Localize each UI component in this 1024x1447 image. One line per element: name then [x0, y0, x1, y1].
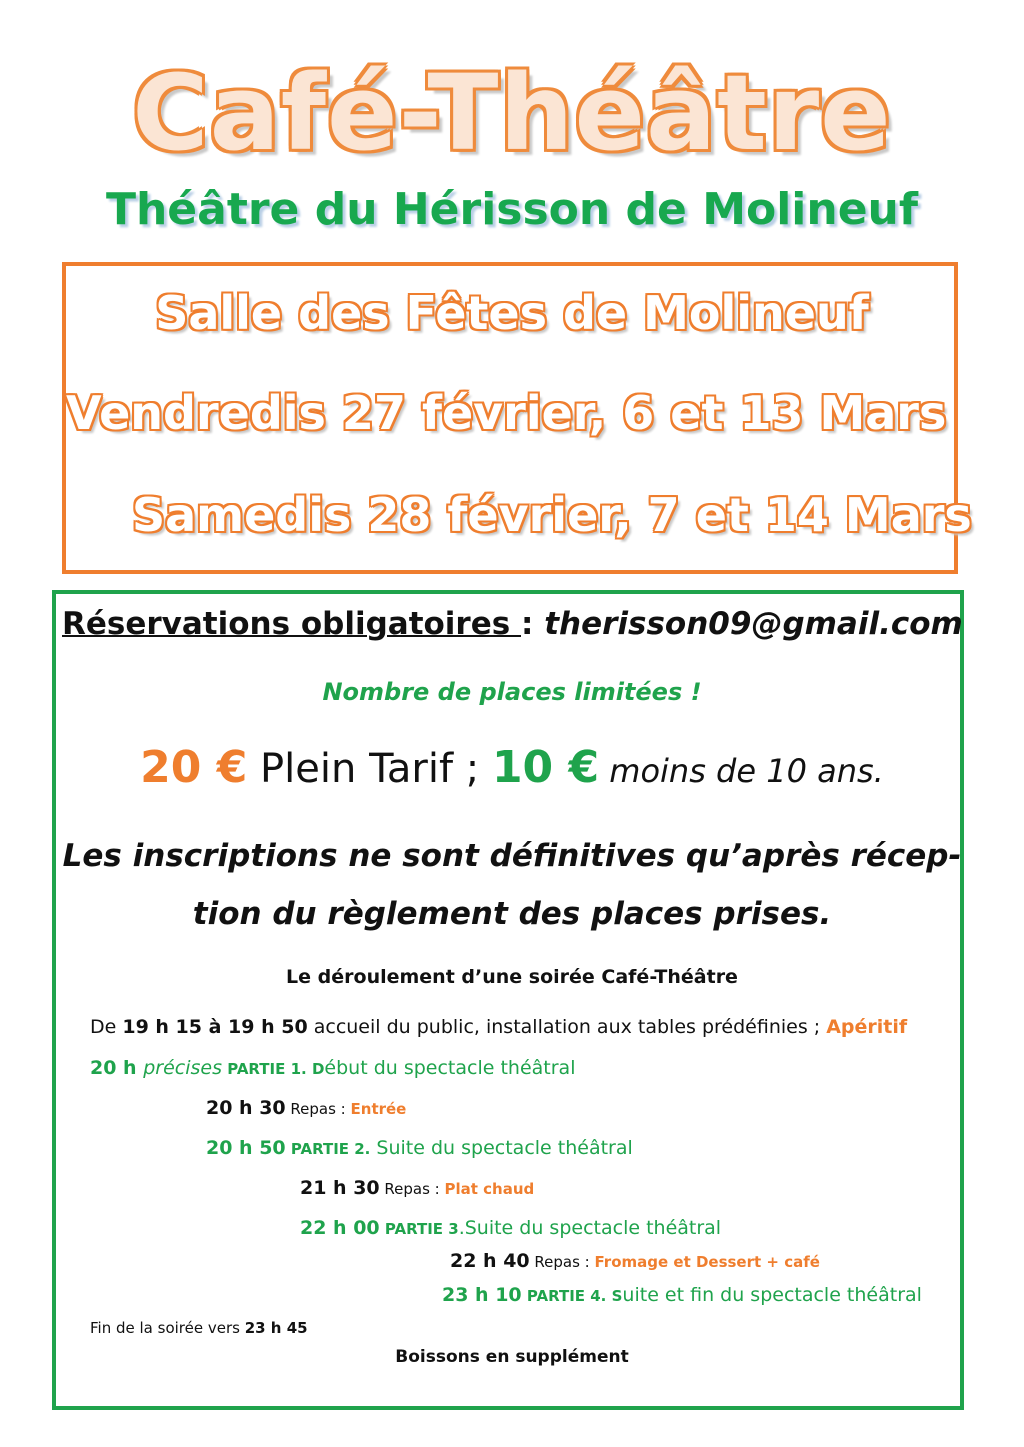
schedule-course: Plat chaud — [444, 1180, 535, 1198]
schedule-time: 21 h 30 — [300, 1177, 380, 1199]
full-price-label: Plein Tarif ; — [247, 746, 492, 792]
limited-seats-note: Nombre de places limitées ! — [322, 678, 702, 706]
reservation-label: Réservations obligatoires — [62, 606, 521, 642]
schedule-text: De — [90, 1016, 123, 1038]
schedule-course: Fromage et Dessert + café — [594, 1253, 820, 1271]
schedule-text: Repas : — [379, 1180, 445, 1198]
schedule-course: Entrée — [350, 1100, 407, 1118]
schedule-time: 20 h 50 — [206, 1137, 286, 1159]
schedule-time: 19 h 15 à 19 h 50 — [122, 1016, 308, 1038]
schedule-line-main-course — [300, 1177, 534, 1199]
reduced-price-amount: 10 € — [491, 742, 600, 793]
dates-saturday: Samedis 28 février, 7 et 14 Mars — [132, 488, 972, 542]
schedule-course: Apéritif — [826, 1016, 908, 1038]
schedule-text: ébut du spectacle théâtral — [324, 1057, 576, 1079]
schedule-line-part3 — [300, 1217, 721, 1239]
schedule-line-end — [90, 1316, 308, 1338]
schedule-line-part1 — [90, 1057, 575, 1079]
schedule-time: 23 h 10 — [442, 1284, 522, 1306]
full-price-amount: 20 € — [140, 742, 248, 793]
schedule-text: Repas : — [529, 1253, 595, 1271]
poster-subtitle: Théâtre du Hérisson de Molineuf — [105, 184, 919, 235]
schedule-line-part2 — [206, 1137, 633, 1159]
schedule-text: Suite du spectacle théâtral — [370, 1137, 633, 1159]
schedule-line-welcome — [90, 1016, 907, 1038]
registration-notice-line1: Les inscriptions ne sont définitives qu’après récep- — [62, 838, 962, 874]
schedule-part: PARTIE 1. D — [221, 1060, 325, 1078]
schedule-text: accueil du public, installation aux tables prédéfinies ; — [307, 1016, 827, 1038]
poster-title: Café-Théâtre — [132, 52, 892, 174]
reduced-price-label: moins de 10 ans. — [599, 752, 884, 790]
schedule-time: 23 h 45 — [244, 1319, 308, 1337]
drinks-note: Boissons en supplément — [395, 1347, 629, 1367]
schedule-precise: précises — [143, 1057, 222, 1079]
schedule-text: Fin de la soirée vers — [90, 1319, 245, 1337]
schedule-part: PARTIE 3 — [379, 1220, 459, 1238]
dates-friday: Vendredis 27 février, 6 et 13 Mars — [66, 386, 947, 440]
schedule-line-starter — [206, 1097, 406, 1119]
schedule-text: .Suite du spectacle théâtral — [458, 1217, 722, 1239]
reservation-email[interactable]: therisson09@gmail.com — [544, 606, 963, 642]
registration-notice-line2: tion du règlement des places prises. — [192, 896, 832, 932]
schedule-time: 22 h 40 — [450, 1250, 530, 1272]
venue-name: Salle des Fêtes de Molineuf — [155, 286, 869, 340]
schedule-part: PARTIE 4. S — [521, 1287, 623, 1305]
schedule-text: uite et fin du spectacle théâtral — [622, 1284, 922, 1306]
schedule-time: 22 h 00 — [300, 1217, 380, 1239]
schedule-line-part4 — [442, 1284, 922, 1306]
schedule-title: Le déroulement d’une soirée Café-Théâtre — [286, 966, 738, 988]
schedule-time: 20 h 30 — [206, 1097, 286, 1119]
schedule-text: Repas : — [285, 1100, 351, 1118]
reservation-separator: : — [521, 606, 545, 642]
schedule-part: PARTIE 2. — [285, 1140, 371, 1158]
schedule-time: 20 h — [90, 1057, 144, 1079]
schedule-line-dessert — [450, 1250, 820, 1272]
reservation-line — [62, 606, 963, 642]
price-line — [0, 742, 1024, 793]
